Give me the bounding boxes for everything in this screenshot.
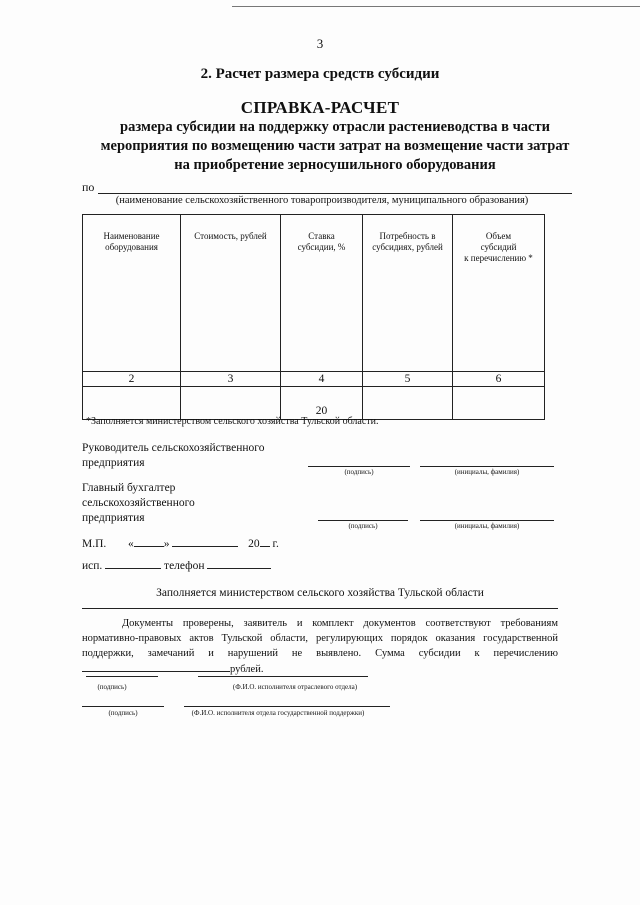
header-subsidy-need: Потребность в субсидиях, рублей xyxy=(363,215,453,372)
stamp-date-line: М.П. « » 20 г. xyxy=(82,538,279,550)
subsidy-amount-field[interactable] xyxy=(82,661,230,672)
ministry-note: Заполняется министерством сельского хозяйства Тульской области xyxy=(156,587,484,599)
table-cell: 3 xyxy=(181,372,281,387)
sign-label: (подпись) xyxy=(97,683,127,691)
table-cell: 5 xyxy=(363,372,453,387)
month-field[interactable] xyxy=(172,536,238,547)
head-name-field[interactable] xyxy=(420,466,554,467)
table-cell: 2 xyxy=(83,372,181,387)
table-cell: 6 xyxy=(453,372,545,387)
support-signature-field[interactable] xyxy=(82,706,164,707)
recipient-note: (наименование сельскохозяйственного товаропроизводителя, муниципального образования) xyxy=(115,195,529,206)
table-cell[interactable] xyxy=(453,387,545,420)
table-cell: 4 xyxy=(281,372,363,387)
subtitle-line: размера субсидии на поддержку отрасли растениеводства в части xyxy=(120,119,550,135)
accountant-title: Главный бухгалтер сельскохозяйственного предприятия xyxy=(82,482,195,524)
recipient-prefix: по xyxy=(82,180,95,194)
document-title: СПРАВКА-РАСЧЕТ xyxy=(240,98,400,117)
sign-label: (подпись) xyxy=(348,522,378,530)
recipient-field[interactable] xyxy=(98,193,572,194)
top-border-line xyxy=(232,6,640,7)
sign-label: (подпись) xyxy=(108,709,138,717)
section-divider xyxy=(82,608,558,609)
table-row xyxy=(83,387,545,420)
name-label: (инициалы, фамилия) xyxy=(454,468,520,476)
section-title: 2. Расчет размера средств субсидии xyxy=(200,66,440,82)
header-cost: Стоимость, рублей xyxy=(181,215,281,372)
name-label: (Ф.И.О. исполнителя отдела государственной поддержки) xyxy=(191,709,365,717)
year-field[interactable] xyxy=(260,536,270,547)
mp-label: М.П. xyxy=(82,538,107,550)
name-label: (инициалы, фамилия) xyxy=(454,522,520,530)
header-subsidy-rate: Ставка субсидии, % xyxy=(281,215,363,372)
department-signature-field[interactable] xyxy=(86,676,158,677)
header-equipment-name: Наименование оборудования xyxy=(83,215,181,372)
accountant-signature-field[interactable] xyxy=(318,520,408,521)
table-cell[interactable] xyxy=(181,387,281,420)
table-cell[interactable] xyxy=(363,387,453,420)
subtitle-line: на приобретение зерносушильного оборудования xyxy=(174,157,496,173)
table-cell[interactable]: 20 xyxy=(281,387,363,420)
department-name-field[interactable] xyxy=(198,676,368,677)
executor-line: исп. телефон xyxy=(82,558,271,574)
head-title: Руководитель сельскохозяйственного предприятия xyxy=(82,442,265,469)
calculation-table xyxy=(82,214,545,420)
table-row xyxy=(83,372,545,387)
page-number: 3 xyxy=(316,36,324,51)
subtitle-line: мероприятия по возмещению части затрат на возмещение части затрат xyxy=(100,138,570,154)
name-label: (Ф.И.О. исполнителя отраслевого отдела) xyxy=(232,683,358,691)
phone-field[interactable] xyxy=(207,558,271,569)
table-header-row xyxy=(83,215,545,372)
verification-paragraph: Документы проверены, заявитель и комплект документов соответствуют требованиям нормативно-правовых актов Тульской области, регулирующих порядок оказания государственной поддержки, замечаний и нарушений не выявлено. Сумма субсидии к перечислению рублей. xyxy=(82,618,558,675)
executor-field[interactable] xyxy=(105,558,161,569)
document-subtitle xyxy=(70,118,600,175)
day-field[interactable] xyxy=(134,536,164,547)
footnote: *Заполняется министерством сельского хозяйства Тульской области. xyxy=(86,416,379,427)
table-cell[interactable] xyxy=(83,387,181,420)
accountant-name-field[interactable] xyxy=(420,520,554,521)
header-transfer-volume: Объем субсидий к перечислению * xyxy=(453,215,545,372)
support-name-field[interactable] xyxy=(184,706,390,707)
sign-label: (подпись) xyxy=(344,468,374,476)
head-signature-field[interactable] xyxy=(308,466,410,467)
